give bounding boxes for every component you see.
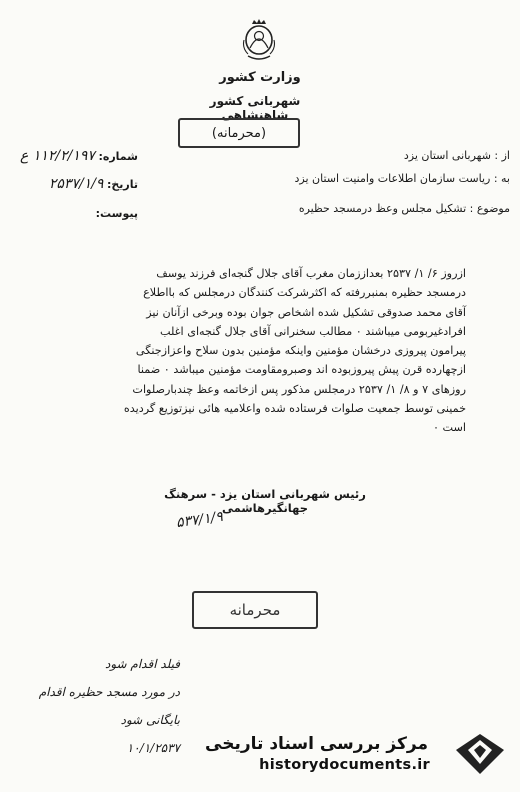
archive-logo-icon xyxy=(450,730,510,778)
attachment-label: پیوست: xyxy=(95,207,138,220)
body-line: روزهای ۷ و ۸/ ۱/ ۲۵۳۷ درمجلس مذکور پس ازخاتمه وعظ چندبارصلوات xyxy=(132,382,466,396)
body-line: ازچهارده قرن پیش پیروزبوده اند وصبرومقاومت مؤمنین میباشد ۰ ضمنا xyxy=(137,363,466,377)
body-line: است ۰ xyxy=(432,421,466,435)
watermark-title: مرکز بررسی اسناد تاریخی xyxy=(205,734,428,754)
attachment-field xyxy=(8,207,138,220)
subject-line: موضوع : تشکیل مجلس وعظ درمسجد حظیره xyxy=(298,202,510,215)
date-value: ۲۵۳۷/۱/۹ xyxy=(48,176,104,192)
body-line: درمسجد حظیره بمنبررفته که اکثرشرکت کنندگان درمجلس که بااطلاع xyxy=(143,286,466,300)
date-label: تاریخ: xyxy=(106,178,138,191)
date-field xyxy=(8,176,138,192)
note-line: فیلد اقدام شود xyxy=(105,657,180,671)
classification-stamp-bottom: محرمانه xyxy=(192,591,318,629)
signature-block: رئیس شهربانی استان یزد - سرهنگ جهانگیرهاشمی xyxy=(164,487,366,515)
imperial-emblem-icon xyxy=(240,18,278,64)
to-line: به : ریاست سازمان اطلاعات وامنیت استان یزد xyxy=(294,172,510,185)
watermark-url: historydocuments.ir xyxy=(259,757,430,773)
ministry-name: وزارت کشور xyxy=(219,70,301,85)
body-line: پیرامون پیروزی درخشان مؤمنین واینکه مؤمنین بدون سلاح واعزازجنگی xyxy=(135,344,466,358)
number-label: شماره: xyxy=(98,150,138,163)
note-line: ۱۰/۱/۲۵۳۷ xyxy=(126,741,180,755)
archive-watermark xyxy=(205,728,516,780)
number-value: ۱۱۲/۲/۱۹۷ ع xyxy=(20,148,95,164)
classification-stamp: (محرمانه) xyxy=(178,118,300,148)
handwritten-date: ۵۳۷/۱/۹ xyxy=(175,508,224,532)
municipality-name: شهربانی کشور شاهنشاهی xyxy=(209,94,301,122)
note-line: بایگانی شود xyxy=(120,713,180,727)
letter-body xyxy=(58,264,466,438)
note-line: در مورد مسجد حظیره اقدام xyxy=(38,685,180,699)
from-line: از : شهربانی استان یزد xyxy=(403,149,510,162)
body-line: خمینی توسط جمعیت صلوات فرستاده شده واعلامیه هائی نیزتوزیع گردیده xyxy=(123,402,466,416)
handwritten-note xyxy=(30,650,180,762)
number-field xyxy=(8,148,138,164)
body-line: ازروز ۶/ ۱/ ۲۵۳۷ بعداززمان مغرب آقای جلال گنجه‌ای فرزند یوسف xyxy=(156,267,466,280)
body-line: آقای محمد صدوقی تشکیل شده اشخاص جوان بوده وبرخی ازآنان نیز xyxy=(146,305,466,319)
body-line: افرادغیربومی میباشند ۰ مطالب سخنرانی آقای جلال گنجه‌ای اغلب xyxy=(159,324,466,338)
